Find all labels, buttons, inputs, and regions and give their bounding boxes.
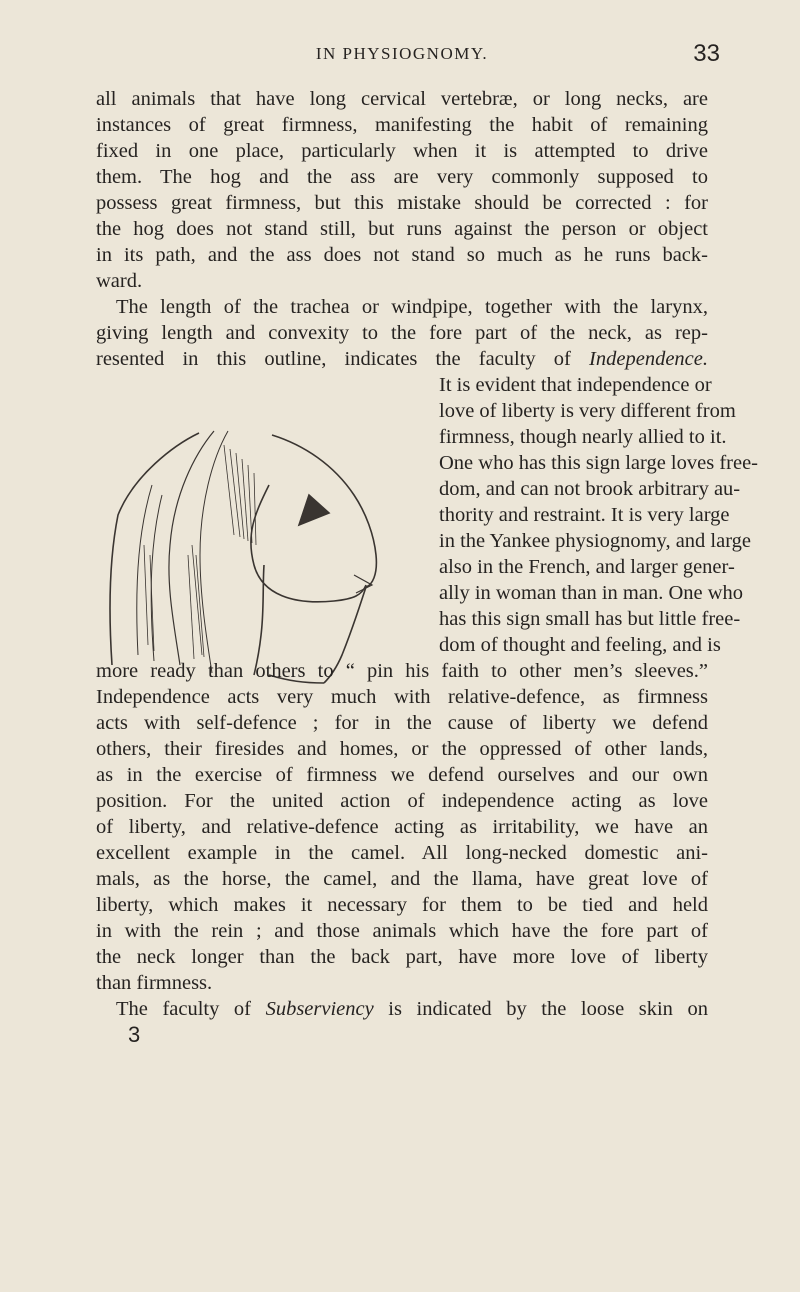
text-segment: resented in this outline, indicates the faculty of xyxy=(96,348,590,370)
text-line: also in the French, and larger gener- xyxy=(439,556,735,578)
text-line: thority and restraint. It is very large xyxy=(439,504,730,526)
text-line: liberty, which makes it necessary for them to be tied and held xyxy=(96,894,708,916)
running-head-title: IN PHYSIOGNOMY. xyxy=(315,44,489,63)
text-line: mals, as the horse, the camel, and the llama, have great love of xyxy=(96,868,708,890)
neck-outline-figure xyxy=(104,425,434,685)
text-line: has this sign small has but little free- xyxy=(439,608,741,630)
text-line: giving length and convexity to the fore part of the neck, as rep- xyxy=(96,322,708,344)
outer-hair-curve xyxy=(110,433,199,665)
page-number: 33 xyxy=(693,40,720,67)
text-line: more ready than others to “ pin his faith to other men’s sleeves.” xyxy=(96,660,708,682)
text-line: One who has this sign large loves free- xyxy=(439,452,759,474)
ear-shape xyxy=(299,495,329,525)
text-line: them. The hog and the ass are very commonly supposed to xyxy=(96,166,708,188)
text-segment: The faculty of xyxy=(116,998,266,1020)
text-line: dom, and can not brook arbitrary au- xyxy=(439,478,741,500)
signature-mark: 3 xyxy=(128,1022,141,1047)
italic-term-subserviency: Subserviency xyxy=(265,998,374,1020)
text-line: in with the rein ; and those animals which have the fore part of xyxy=(96,920,708,942)
text-line: ally in woman than in man. One who xyxy=(439,582,744,604)
text-line: acts with self-defence ; for in the cause of liberty we defend xyxy=(96,712,708,734)
text-line: in the Yankee physiognomy, and large xyxy=(439,530,752,552)
text-line: instances of great firmness, manifesting the habit of remaining xyxy=(96,114,708,136)
text-line: dom of thought and feeling, and is xyxy=(439,634,721,656)
text-line: excellent example in the camel. All long-necked domestic ani- xyxy=(96,842,708,864)
italic-term-independence: Independence. xyxy=(589,348,708,370)
text-line: ward. xyxy=(96,270,143,292)
text-line: The length of the trachea or windpipe, together with the larynx, xyxy=(116,296,708,318)
text-line xyxy=(96,346,708,372)
text-line: love of liberty is very different from xyxy=(439,400,736,422)
text-line: of liberty, and relative-defence acting as irritability, we have an xyxy=(96,816,708,838)
text-line: all animals that have long cervical vertebræ, or long necks, are xyxy=(96,88,708,110)
text-line: possess great firmness, but this mistake should be corrected : for xyxy=(96,192,708,214)
text-line: fixed in one place, particularly when it is attempted to drive xyxy=(96,140,708,162)
text-line: the hog does not stand still, but runs against the person or object xyxy=(96,218,708,240)
hair-strands xyxy=(169,431,214,665)
text-line: others, their firesides and homes, or the oppressed of other lands, xyxy=(96,738,708,760)
text-line: in its path, and the ass does not stand so much as he runs back- xyxy=(96,244,708,266)
running-head xyxy=(96,40,720,70)
text-line xyxy=(96,996,708,1022)
text-line: as in the exercise of firmness we defend ourselves and our own xyxy=(96,764,708,786)
text-line: It is evident that independence or xyxy=(439,374,712,396)
text-line: position. For the united action of independence acting as love xyxy=(96,790,708,812)
text-line: the neck longer than the back part, have more love of liberty xyxy=(96,946,708,968)
text-segment: is indicated by the loose skin on xyxy=(373,998,709,1020)
text-line: Independence acts very much with relative-defence, as firmness xyxy=(96,686,708,708)
text-line: firmness, though nearly allied to it. xyxy=(439,426,727,448)
text-line: than firmness. xyxy=(96,972,213,994)
